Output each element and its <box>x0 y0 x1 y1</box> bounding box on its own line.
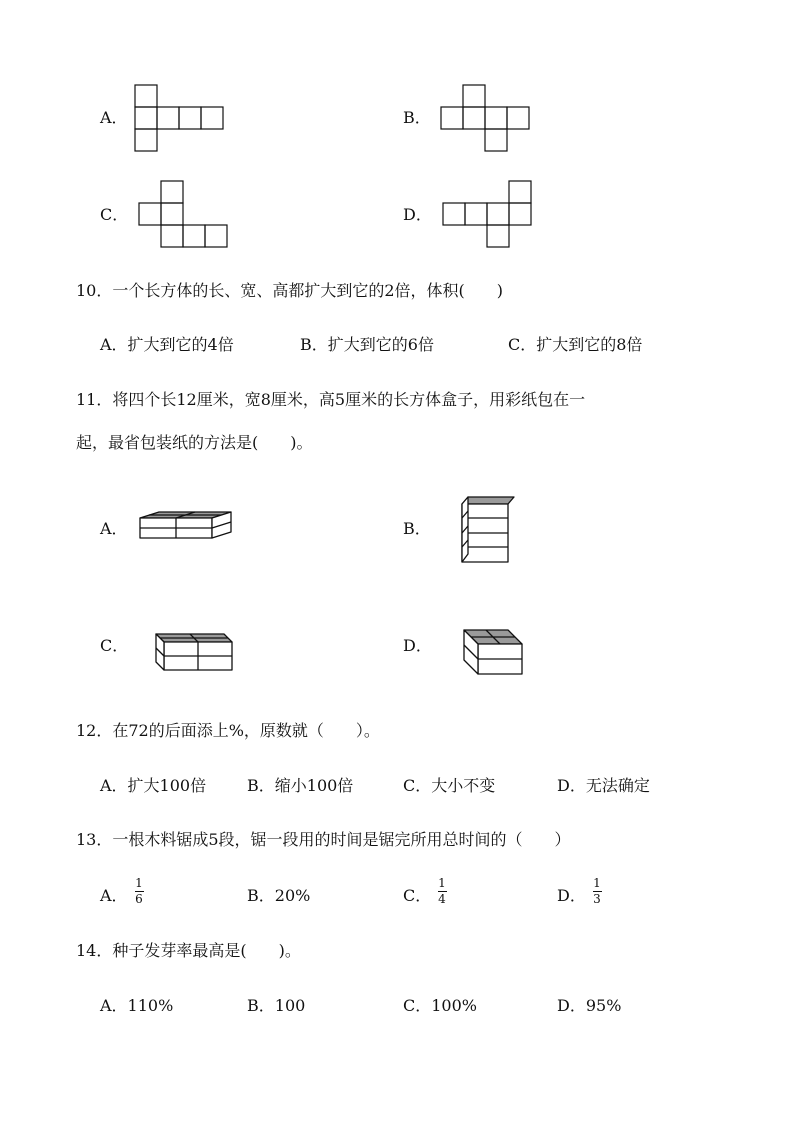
q13-option-c-fraction <box>435 877 449 906</box>
q13-d-denominator: 3 <box>593 892 601 906</box>
q9-net-c[interactable] <box>136 180 232 252</box>
q11-boxes-b[interactable] <box>458 494 516 566</box>
q9-net-b[interactable] <box>440 84 534 156</box>
q13-option-d-label[interactable]: D． <box>557 886 586 905</box>
q13-option-a-fraction <box>132 877 146 906</box>
q11-option-b-label: B． <box>403 519 431 538</box>
q12-option-c[interactable]: C．大小不变 <box>403 776 496 795</box>
q9-option-d-label: D． <box>403 205 432 224</box>
q12-option-d[interactable]: D．无法确定 <box>557 776 650 795</box>
q11-boxes-d[interactable] <box>460 624 526 678</box>
q12-option-a[interactable]: A．扩大100倍 <box>100 776 207 795</box>
q13-option-a-label[interactable]: A． <box>100 886 128 905</box>
q10-option-c[interactable]: C．扩大到它的8倍 <box>508 335 643 354</box>
q11-stem-line1: 11．将四个长12厘米，宽8厘米，高5厘米的长方体盒子，用彩纸包在一 <box>76 390 586 409</box>
q9-net-a[interactable] <box>134 84 228 156</box>
q13-a-denominator: 6 <box>135 892 143 906</box>
q13-d-numerator: 1 <box>593 876 601 890</box>
q12-stem: 12．在72的后面添上%，原数就（ ）。 <box>76 721 380 740</box>
q12-option-b[interactable]: B．缩小100倍 <box>247 776 354 795</box>
q13-c-denominator: 4 <box>438 892 446 906</box>
q13-a-numerator: 1 <box>135 876 143 890</box>
q13-option-d-fraction <box>590 877 604 906</box>
q9-option-b-label: B． <box>403 108 431 127</box>
q13-option-c-label[interactable]: C． <box>403 886 432 905</box>
q11-boxes-c[interactable] <box>146 630 236 674</box>
q9-net-d[interactable] <box>441 180 537 252</box>
q13-stem: 13．一根木料锯成5段，锯一段用的时间是锯完所用总时间的（ ） <box>76 830 571 849</box>
q11-option-a-label: A． <box>100 519 128 538</box>
q13-c-numerator: 1 <box>438 876 446 890</box>
q10-stem: 10．一个长方体的长、宽、高都扩大到它的2倍，体积( ) <box>76 281 504 300</box>
q10-option-b[interactable]: B．扩大到它的6倍 <box>300 335 434 354</box>
q14-stem: 14．种子发芽率最高是( )。 <box>76 941 301 960</box>
q14-option-d[interactable]: D．95% <box>557 996 622 1015</box>
q9-option-c-label: C． <box>100 205 129 224</box>
q11-option-c-label: C． <box>100 636 129 655</box>
q14-option-a[interactable]: A．110% <box>100 996 174 1015</box>
q11-boxes-a[interactable] <box>138 510 234 542</box>
q14-option-c[interactable]: C．100% <box>403 996 477 1015</box>
q11-stem-line2: 起，最省包装纸的方法是( )。 <box>76 433 313 452</box>
q9-option-a-label: A． <box>100 108 128 127</box>
q11-option-d-label: D． <box>403 636 432 655</box>
q14-option-b[interactable]: B．100 <box>247 996 306 1015</box>
q10-option-a[interactable]: A．扩大到它的4倍 <box>100 335 234 354</box>
q13-option-b[interactable]: B．20% <box>247 886 311 905</box>
